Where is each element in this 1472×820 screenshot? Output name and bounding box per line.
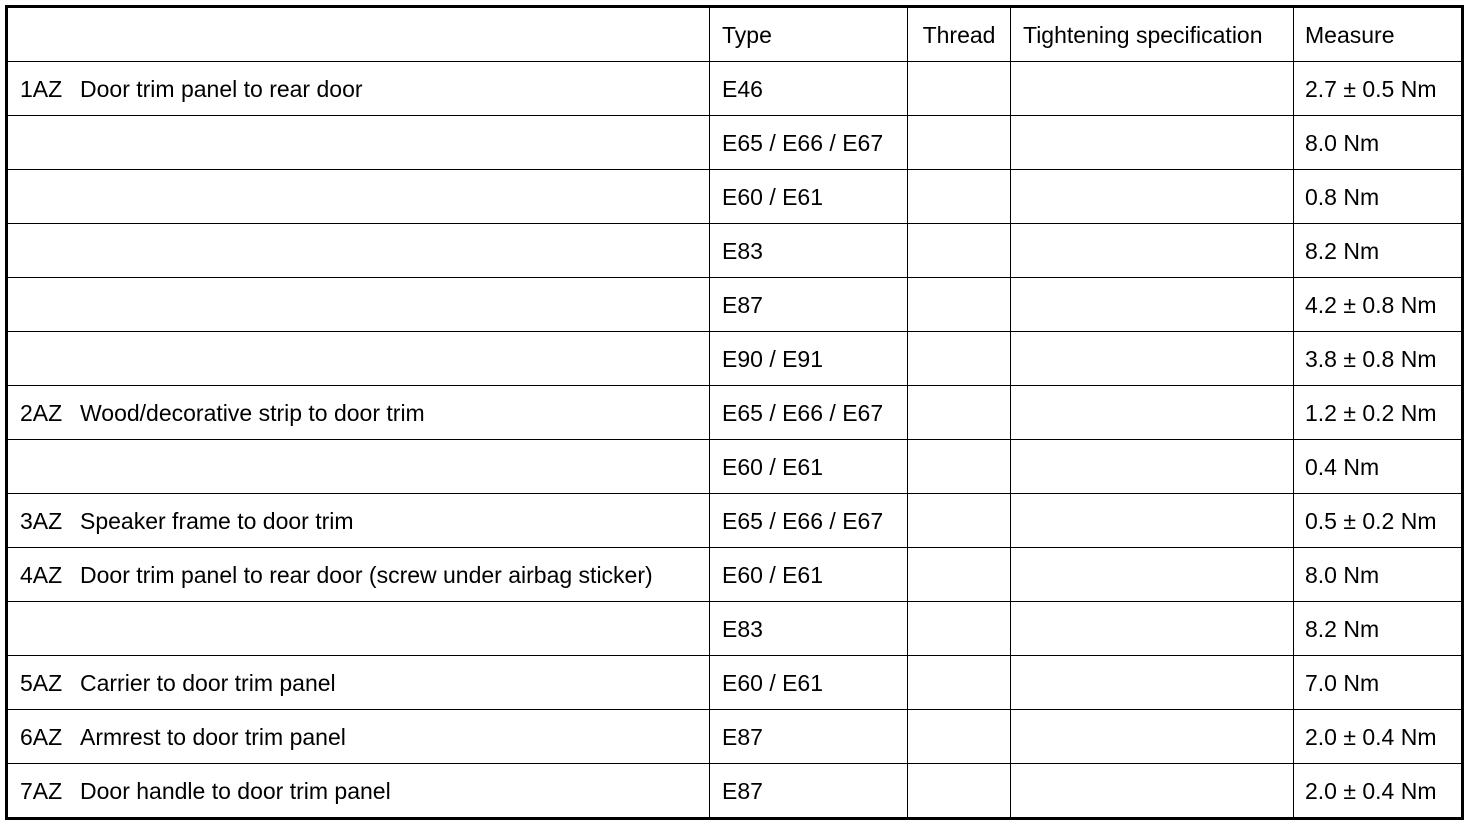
- measure-cell: 8.2 Nm: [1294, 224, 1463, 278]
- tightening-spec-cell: [1011, 278, 1294, 332]
- thread-cell: [908, 224, 1011, 278]
- item-description: Wood/decorative strip to door trim: [80, 399, 425, 426]
- type-cell: E60 / E61: [710, 170, 908, 224]
- thread-cell: [908, 170, 1011, 224]
- table-row: [7, 494, 1463, 548]
- thread-cell: [908, 764, 1011, 819]
- header-tightening-specification: Tightening specification: [1011, 7, 1294, 62]
- description-cell: [7, 710, 710, 764]
- description-cell: [7, 494, 710, 548]
- type-cell: E83: [710, 224, 908, 278]
- measure-cell: 8.2 Nm: [1294, 602, 1463, 656]
- description-cell: [7, 116, 710, 170]
- table-row: [7, 710, 1463, 764]
- description-cell: [7, 332, 710, 386]
- table-row: [7, 332, 1463, 386]
- header-measure: Measure: [1294, 7, 1463, 62]
- thread-cell: [908, 656, 1011, 710]
- thread-cell: [908, 440, 1011, 494]
- measure-cell: 1.2 ± 0.2 Nm: [1294, 386, 1463, 440]
- tightening-spec-cell: [1011, 332, 1294, 386]
- type-cell: E65 / E66 / E67: [710, 116, 908, 170]
- type-cell: E60 / E61: [710, 656, 908, 710]
- thread-cell: [908, 602, 1011, 656]
- tightening-spec-cell: [1011, 494, 1294, 548]
- tightening-spec-cell: [1011, 440, 1294, 494]
- item-description: Speaker frame to door trim: [80, 507, 354, 534]
- type-cell: E83: [710, 602, 908, 656]
- thread-cell: [908, 548, 1011, 602]
- torque-spec-table: [5, 5, 1464, 820]
- table-row: [7, 602, 1463, 656]
- tightening-spec-cell: [1011, 656, 1294, 710]
- description-cell: [7, 602, 710, 656]
- tightening-spec-cell: [1011, 602, 1294, 656]
- item-number: 6AZ: [20, 723, 63, 750]
- description-cell: [7, 440, 710, 494]
- item-number: 3AZ: [20, 507, 63, 534]
- measure-cell: 0.8 Nm: [1294, 170, 1463, 224]
- thread-cell: [908, 116, 1011, 170]
- type-cell: E60 / E61: [710, 440, 908, 494]
- thread-cell: [908, 494, 1011, 548]
- measure-cell: 0.5 ± 0.2 Nm: [1294, 494, 1463, 548]
- table-row: [7, 116, 1463, 170]
- table-row: [7, 62, 1463, 116]
- tightening-spec-cell: [1011, 62, 1294, 116]
- thread-cell: [908, 710, 1011, 764]
- description-cell: [7, 548, 710, 602]
- item-number: 1AZ: [20, 75, 63, 102]
- description-cell: [7, 62, 710, 116]
- table-row: [7, 548, 1463, 602]
- table-row: [7, 386, 1463, 440]
- measure-cell: 2.0 ± 0.4 Nm: [1294, 764, 1463, 819]
- type-cell: E87: [710, 764, 908, 819]
- item-description: Door trim panel to rear door: [80, 75, 363, 102]
- tightening-spec-cell: [1011, 170, 1294, 224]
- description-cell: [7, 764, 710, 819]
- table-row: [7, 440, 1463, 494]
- table-row: [7, 764, 1463, 819]
- measure-cell: 8.0 Nm: [1294, 116, 1463, 170]
- tightening-spec-cell: [1011, 386, 1294, 440]
- thread-cell: [908, 278, 1011, 332]
- measure-cell: 3.8 ± 0.8 Nm: [1294, 332, 1463, 386]
- table-row: [7, 656, 1463, 710]
- tightening-spec-cell: [1011, 710, 1294, 764]
- type-cell: E60 / E61: [710, 548, 908, 602]
- header-row: [7, 7, 1463, 62]
- type-cell: E65 / E66 / E67: [710, 386, 908, 440]
- thread-cell: [908, 386, 1011, 440]
- header-type: Type: [710, 7, 908, 62]
- type-cell: E46: [710, 62, 908, 116]
- description-cell: [7, 170, 710, 224]
- item-number: 4AZ: [20, 561, 63, 588]
- measure-cell: 7.0 Nm: [1294, 656, 1463, 710]
- type-cell: E90 / E91: [710, 332, 908, 386]
- type-cell: E87: [710, 278, 908, 332]
- measure-cell: 4.2 ± 0.8 Nm: [1294, 278, 1463, 332]
- tightening-spec-cell: [1011, 548, 1294, 602]
- item-number: 2AZ: [20, 399, 63, 426]
- description-cell: [7, 386, 710, 440]
- item-description: Carrier to door trim panel: [80, 669, 336, 696]
- measure-cell: 2.7 ± 0.5 Nm: [1294, 62, 1463, 116]
- measure-cell: 8.0 Nm: [1294, 548, 1463, 602]
- type-cell: E65 / E66 / E67: [710, 494, 908, 548]
- table-row: [7, 224, 1463, 278]
- tightening-spec-cell: [1011, 224, 1294, 278]
- header-thread: Thread: [908, 7, 1011, 62]
- measure-cell: 2.0 ± 0.4 Nm: [1294, 710, 1463, 764]
- item-number: 5AZ: [20, 669, 63, 696]
- item-description: Door trim panel to rear door (screw under airbag sticker): [80, 561, 653, 588]
- tightening-spec-cell: [1011, 116, 1294, 170]
- description-cell: [7, 656, 710, 710]
- type-cell: E87: [710, 710, 908, 764]
- header-description: [7, 7, 710, 62]
- measure-cell: 0.4 Nm: [1294, 440, 1463, 494]
- tightening-spec-cell: [1011, 764, 1294, 819]
- item-description: Armrest to door trim panel: [80, 723, 346, 750]
- item-description: Door handle to door trim panel: [80, 777, 391, 804]
- table-row: [7, 278, 1463, 332]
- description-cell: [7, 278, 710, 332]
- table-row: [7, 170, 1463, 224]
- description-cell: [7, 224, 710, 278]
- thread-cell: [908, 62, 1011, 116]
- thread-cell: [908, 332, 1011, 386]
- item-number: 7AZ: [20, 777, 63, 804]
